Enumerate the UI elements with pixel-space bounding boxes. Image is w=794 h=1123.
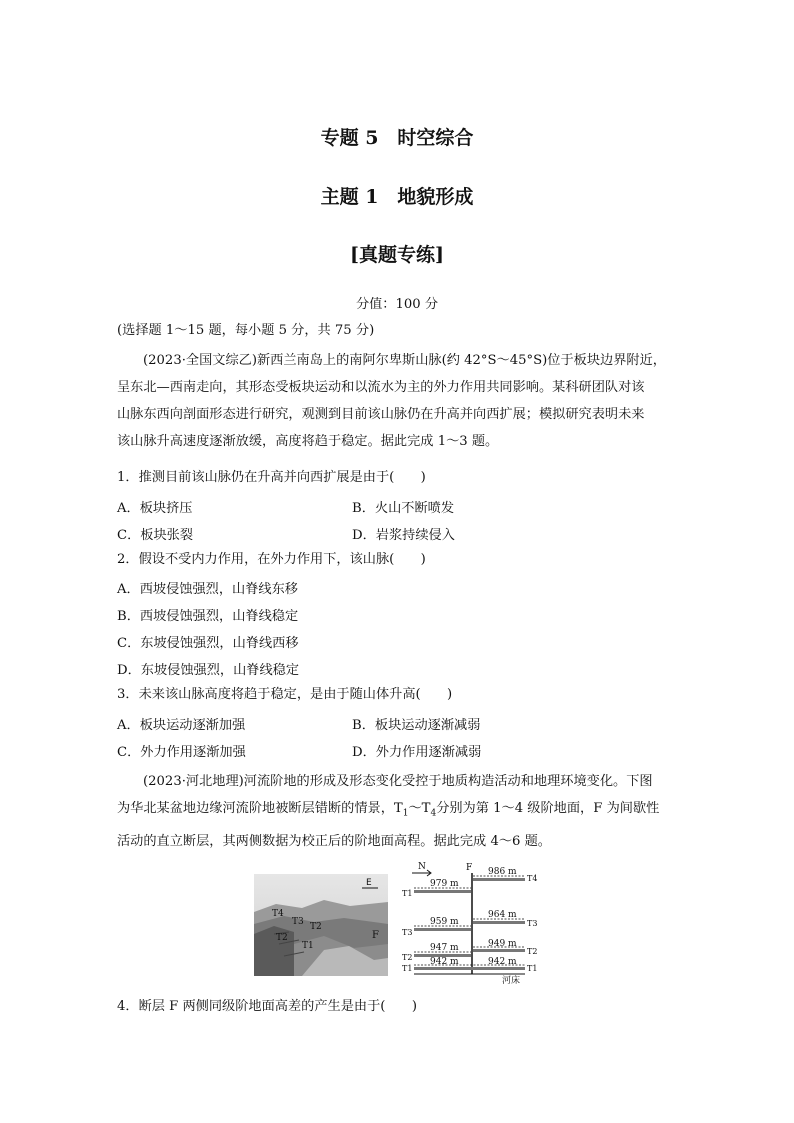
left-t3-elev: 959 m bbox=[430, 917, 459, 927]
q3-option-c[interactable]: C．外力作用逐渐加强 bbox=[117, 745, 246, 760]
right-t2-elev: 949 m bbox=[488, 939, 517, 949]
q2-option-d[interactable]: D．东坡侵蚀强烈，山脊线稳定 bbox=[117, 663, 300, 678]
q3-option-b[interactable]: B．板块运动逐渐减弱 bbox=[352, 718, 481, 733]
left-t2-elev: 947 m bbox=[430, 943, 459, 953]
riverbed-label: 河床 bbox=[502, 976, 521, 986]
diagram-fault-label: F bbox=[466, 863, 473, 873]
photo-label-t4: T4 bbox=[272, 909, 284, 919]
terrace-photo bbox=[254, 874, 388, 976]
passage-1 bbox=[117, 347, 683, 455]
photo-compass: E bbox=[366, 878, 372, 888]
passage-1-line-2: 呈东北—西南走向，其形态受板块运动和以流水为主的外力作用共同影响。某科研团队对该 bbox=[117, 380, 645, 395]
left-upper-elev: 979 m bbox=[430, 879, 459, 889]
q3-option-a[interactable]: A．板块运动逐渐加强 bbox=[117, 718, 246, 733]
right-t4-elev: 986 m bbox=[488, 867, 517, 877]
passage-2 bbox=[117, 768, 683, 855]
instructions: (选择题 1～15 题，每小题 5 分，共 75 分) bbox=[117, 323, 375, 338]
photo-label-t3: T3 bbox=[292, 917, 304, 927]
question-1-stem: 1．推测目前该山脉仍在升高并向西扩展是由于( ) bbox=[117, 470, 426, 485]
right-terrace-t4 bbox=[473, 878, 525, 881]
topic-title: 专题 5 时空综合 bbox=[320, 127, 474, 149]
right-t1-elev: 942 m bbox=[488, 957, 517, 967]
question-2-stem: 2．假设不受内力作用，在外力作用下，该山脉( ) bbox=[117, 552, 426, 567]
passage-2-line-2: 为华北某盆地边缘河流阶地被断层错断的情景，$T_1\sim T_4$分别为第 1～4 级阶地面，F 为间歇性 bbox=[117, 801, 660, 819]
terrace-diagram bbox=[398, 860, 548, 986]
q1-option-c[interactable]: C．板块张裂 bbox=[117, 528, 194, 543]
left-t3-label: T3 bbox=[402, 928, 413, 937]
score-line: 分值：100 分 bbox=[355, 297, 439, 312]
left-terrace-t3 bbox=[414, 928, 471, 931]
passage-2-line-3: 活动的直立断层，其两侧数据为校正后的阶地面高程。据此完成 4～6 题。 bbox=[117, 833, 551, 849]
passage-2-line-1: (2023·河北地理)河流阶地的形成及形态变化受控于地质构造活动和地理环境变化。下图 bbox=[143, 774, 653, 789]
q1-option-b[interactable]: B．火山不断喷发 bbox=[352, 501, 455, 516]
photo-label-fault: F bbox=[372, 930, 379, 941]
q2-option-b[interactable]: B．西坡侵蚀强烈，山脊线稳定 bbox=[117, 609, 299, 624]
right-t2-label: T2 bbox=[527, 947, 538, 956]
photo-label-t2-upper: T2 bbox=[310, 922, 322, 932]
question-3-stem: 3．未来该山脉高度将趋于稳定，是由于随山体升高( ) bbox=[117, 687, 453, 702]
q3-option-d[interactable]: D．外力作用逐渐减弱 bbox=[352, 745, 482, 760]
theme-title: 主题 1 地貌形成 bbox=[320, 186, 474, 208]
photo-label-t1: T1 bbox=[302, 941, 314, 951]
passage-1-line-1: (2023·全国文综乙)新西兰南岛上的南阿尔卑斯山脉(约 42°S～45°S)位于板块边界附近， bbox=[143, 353, 666, 368]
passage-1-line-4: 该山脉升高速度逐渐放缓，高度将趋于稳定。据此完成 1～3 题。 bbox=[117, 434, 499, 449]
section-title: [真题专练] bbox=[350, 244, 444, 266]
q2-option-c[interactable]: C．东坡侵蚀强烈，山脊线西移 bbox=[117, 636, 299, 651]
photo-label-t2-lower: T2 bbox=[276, 933, 288, 943]
q1-option-d[interactable]: D．岩浆持续侵入 bbox=[352, 528, 455, 543]
right-t4-label: T4 bbox=[527, 874, 538, 883]
right-terrace-t3 bbox=[473, 921, 525, 924]
right-t3-elev: 964 m bbox=[488, 910, 517, 920]
right-t3-label: T3 bbox=[527, 919, 538, 928]
left-upper-label: T1 bbox=[402, 889, 413, 898]
right-t1-label: T1 bbox=[527, 964, 538, 973]
north-label: N bbox=[418, 862, 426, 872]
q1-option-a[interactable]: A．板块挤压 bbox=[117, 501, 193, 516]
right-terrace-t2 bbox=[473, 949, 525, 952]
left-t1-label: T1 bbox=[402, 964, 413, 973]
question-4-stem: 4．断层 F 两侧同级阶地面高差的产生是由于( ) bbox=[117, 999, 417, 1014]
terrace-t1 bbox=[414, 967, 525, 970]
q2-option-a[interactable]: A．西坡侵蚀强烈，山脊线东移 bbox=[117, 582, 298, 597]
passage-1-line-3: 山脉东西向剖面形态进行研究，观测到目前该山脉仍在升高并向西扩展；模拟研究表明未来 bbox=[117, 407, 645, 422]
left-t1-elev: 942 m bbox=[430, 957, 459, 967]
left-t2-label: T2 bbox=[402, 953, 413, 962]
left-terrace-upper bbox=[414, 890, 471, 893]
